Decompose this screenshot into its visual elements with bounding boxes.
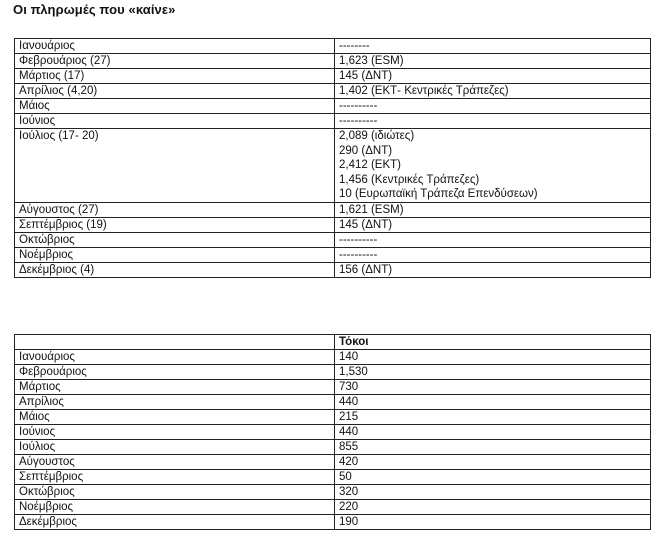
payment-value: ---------- xyxy=(339,248,378,261)
table-row xyxy=(15,440,651,455)
month-cell: Ιανουάριος xyxy=(15,350,335,365)
table-row xyxy=(15,39,651,54)
month-cell: Νοέμβριος xyxy=(15,500,335,515)
month-cell: Ιούνιος xyxy=(15,425,335,440)
interest-cell: 140 xyxy=(335,350,651,365)
payment-value: 145 (ΔΝΤ) xyxy=(339,218,393,231)
payment-value: 1,623 (ESM) xyxy=(339,55,404,67)
payment-cell xyxy=(335,232,651,247)
month-cell: Οκτώβριος xyxy=(15,232,335,247)
table-row xyxy=(15,500,651,515)
table-row xyxy=(15,202,651,217)
interest-cell: 1,530 xyxy=(335,365,651,380)
payments-table xyxy=(14,38,651,278)
table-row xyxy=(15,485,651,500)
payment-value: -------- xyxy=(339,40,370,52)
interest-table-body xyxy=(15,350,651,530)
table-row xyxy=(15,247,651,262)
month-cell: Δεκέμβριος (4) xyxy=(15,262,335,277)
table-row xyxy=(15,69,651,84)
payment-cell xyxy=(335,99,651,114)
interest-cell: 190 xyxy=(335,515,651,530)
table-row xyxy=(15,410,651,425)
table-row xyxy=(15,232,651,247)
payment-cell xyxy=(335,202,651,217)
document-title: Οι πληρωμές που «καίνε» xyxy=(13,2,176,17)
payment-cell xyxy=(335,39,651,54)
month-cell: Ιούλιος (17- 20) xyxy=(15,129,335,203)
payment-value: 10 (Ευρωπαϊκή Τράπεζα Επενδύσεων) xyxy=(339,188,538,201)
table-row xyxy=(15,365,651,380)
table-row xyxy=(15,84,651,99)
interest-cell: 730 xyxy=(335,380,651,395)
payment-cell xyxy=(335,247,651,262)
interest-table-header xyxy=(15,335,651,350)
payment-value: ---------- xyxy=(339,100,378,112)
month-cell: Ιούλιος xyxy=(15,440,335,455)
interest-cell: 440 xyxy=(335,395,651,410)
payment-value: ---------- xyxy=(339,233,378,246)
interest-cell: 50 xyxy=(335,470,651,485)
header-cell-interest: Τόκοι xyxy=(335,335,651,350)
table-row xyxy=(15,99,651,114)
payment-cell xyxy=(335,217,651,232)
month-cell: Μάιος xyxy=(15,410,335,425)
month-cell: Απρίλιος (4,20) xyxy=(15,84,335,99)
interest-table xyxy=(14,334,651,530)
table-row xyxy=(15,380,651,395)
month-cell: Αύγουστος xyxy=(15,455,335,470)
payment-value: 2,412 (ΕΚΤ) xyxy=(339,159,401,172)
table-row xyxy=(15,54,651,69)
month-cell: Σεπτέμβριος (19) xyxy=(15,217,335,232)
table-row xyxy=(15,425,651,440)
interest-cell: 440 xyxy=(335,425,651,440)
payment-cell xyxy=(335,69,651,84)
month-cell: Φεβρουάριος (27) xyxy=(15,54,335,69)
payment-value: ---------- xyxy=(339,115,378,127)
month-cell: Ιανουάριος xyxy=(15,39,335,54)
table-header-row xyxy=(15,335,651,350)
table-row xyxy=(15,455,651,470)
payments-table-body xyxy=(15,39,651,278)
payment-value: 1,456 (Κεντρικές Τράπεζες) xyxy=(339,173,480,186)
payment-value: 1,402 (ΕΚΤ- Κεντρικές Τράπεζες) xyxy=(339,85,509,97)
interest-cell: 215 xyxy=(335,410,651,425)
interest-cell: 420 xyxy=(335,455,651,470)
payment-cell xyxy=(335,129,651,203)
interest-cell: 220 xyxy=(335,500,651,515)
table-row xyxy=(15,350,651,365)
payment-value: 1,621 (ESM) xyxy=(339,203,404,216)
month-cell: Οκτώβριος xyxy=(15,485,335,500)
month-cell: Φεβρουάριος xyxy=(15,365,335,380)
month-cell: Δεκέμβριος xyxy=(15,515,335,530)
month-cell: Νοέμβριος xyxy=(15,247,335,262)
payment-value: 156 (ΔΝΤ) xyxy=(339,263,393,276)
table-row xyxy=(15,262,651,277)
table-row xyxy=(15,129,651,203)
payment-value: 145 (ΔΝΤ) xyxy=(339,70,393,82)
table-row xyxy=(15,515,651,530)
payment-cell xyxy=(335,54,651,69)
table-row xyxy=(15,114,651,129)
month-cell: Αύγουστος (27) xyxy=(15,202,335,217)
payment-value: 290 (ΔΝΤ) xyxy=(339,144,393,157)
month-cell: Ιούνιος xyxy=(15,114,335,129)
table-row xyxy=(15,395,651,410)
payment-cell xyxy=(335,114,651,129)
interest-cell: 320 xyxy=(335,485,651,500)
header-cell-month xyxy=(15,335,335,350)
month-cell: Μάιος xyxy=(15,99,335,114)
interest-cell: 855 xyxy=(335,440,651,455)
payment-cell xyxy=(335,262,651,277)
table-row xyxy=(15,217,651,232)
month-cell: Σεπτέμβριος xyxy=(15,470,335,485)
table-row xyxy=(15,470,651,485)
month-cell: Μάρτιος xyxy=(15,380,335,395)
payment-cell xyxy=(335,84,651,99)
month-cell: Μάρτιος (17) xyxy=(15,69,335,84)
payment-value: 2,089 (ιδιώτες) xyxy=(339,130,415,142)
month-cell: Απρίλιος xyxy=(15,395,335,410)
